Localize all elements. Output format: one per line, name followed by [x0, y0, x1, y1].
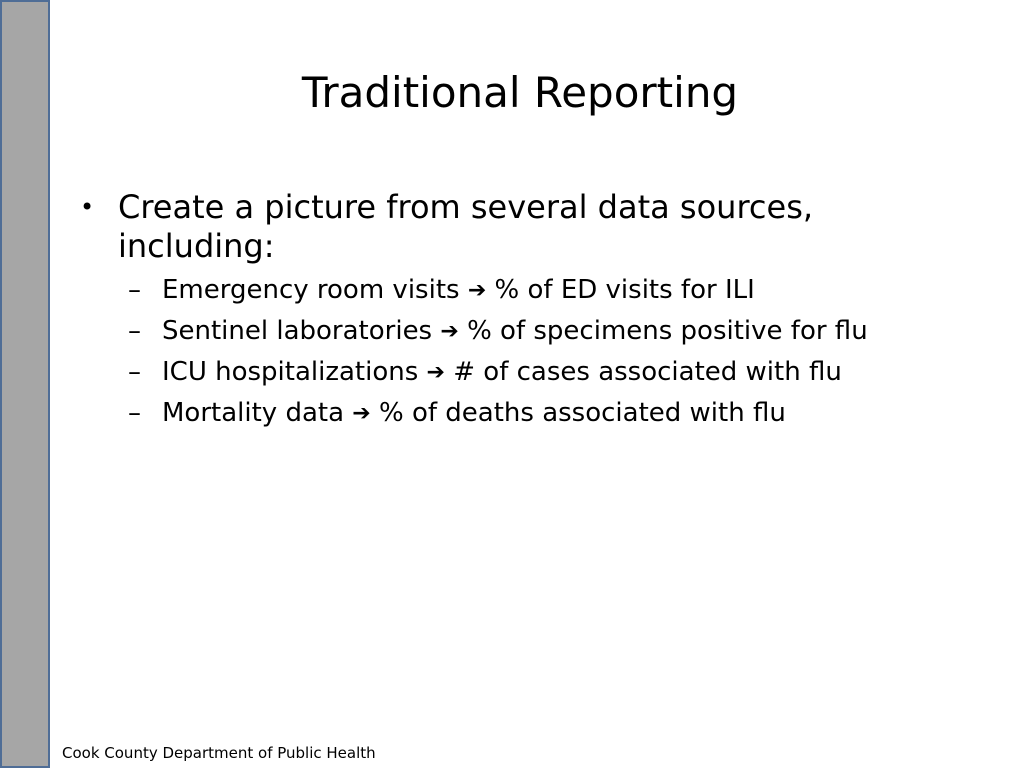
main-bullet [78, 188, 978, 266]
dash-marker: – [128, 275, 141, 305]
arrow-right-icon: ➔ [467, 278, 487, 303]
arrow-right-icon: ➔ [440, 319, 459, 344]
main-bullet-text: Create a picture from several data sources, including: [118, 188, 814, 265]
dash-marker: – [128, 316, 141, 346]
sub-bullet-metric: % of specimens positive for flu [467, 316, 868, 346]
sub-bullet-metric: # of cases associated with flu [453, 357, 842, 387]
sub-bullet-source: Emergency room visits [162, 275, 460, 305]
sub-bullet-source: Mortality data [162, 398, 345, 428]
footer-organization: Cook County Department of Public Health [62, 744, 376, 762]
slide-content [78, 188, 978, 434]
side-accent-bar [0, 0, 50, 768]
slide-title: Traditional Reporting [301, 68, 739, 117]
sub-bullet-laboratories [78, 311, 978, 352]
sub-bullet-source: ICU hospitalizations [162, 357, 419, 387]
dash-marker: – [128, 398, 141, 428]
dash-marker: – [128, 357, 141, 387]
sub-bullet-emergency [78, 270, 978, 311]
arrow-right-icon: ➔ [352, 401, 371, 426]
sub-bullet-source: Sentinel laboratories [162, 316, 433, 346]
bullet-marker: • [80, 193, 95, 221]
sub-bullet-icu [78, 352, 978, 393]
sub-bullet-list [78, 270, 978, 434]
arrow-right-icon: ➔ [426, 360, 445, 385]
sub-bullet-metric: % of ED visits for ILI [494, 275, 755, 305]
sub-bullet-mortality [78, 393, 978, 434]
sub-bullet-metric: % of deaths associated with flu [378, 398, 786, 428]
